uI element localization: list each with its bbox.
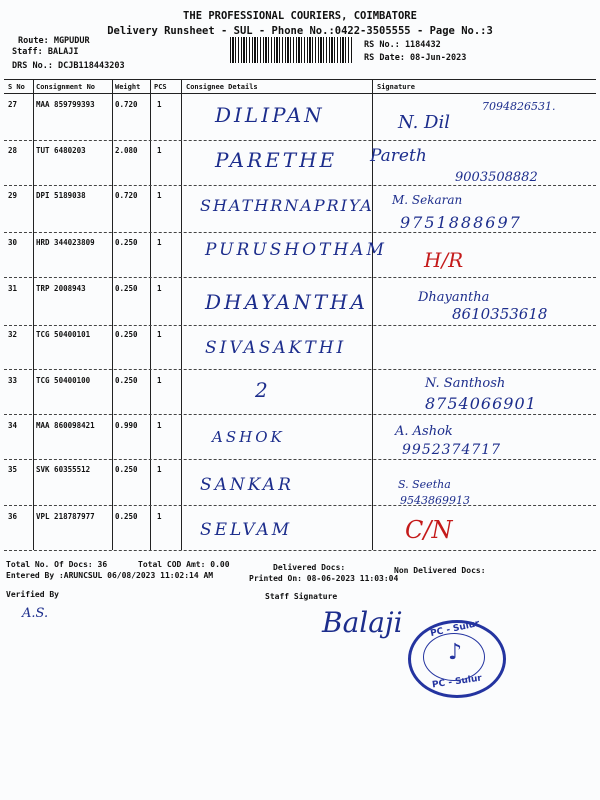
row-divider [4,369,596,370]
staff-label: Staff: BALAJI [12,47,79,57]
row-weight: 0.250 [115,330,138,339]
row-weight: 0.720 [115,191,138,200]
handwritten-signature: S. Seetha [398,478,451,491]
handwritten-phone: 9952374717 [402,442,502,458]
barcode [230,37,352,63]
row-sno: 30 [8,238,18,247]
stamp-top-text: PC - Sulur [429,618,481,640]
row-weight: 0.250 [115,465,138,474]
row-pcs: 1 [157,330,162,339]
row-consignment-no: TCG 50400101 [36,330,91,339]
row-consignment-no: MAA 859799393 [36,100,95,109]
handwritten-mark: C/N [405,516,453,544]
consignee-name: PARETHE [215,148,338,172]
handwritten-signature: Dhayantha [418,290,490,305]
consignee-name: PURUSHOTHAM [205,240,387,260]
rs-date: RS Date: 08-Jun-2023 [364,53,467,63]
row-pcs: 1 [157,376,162,385]
handwritten-signature: N. Santhosh [425,376,506,391]
row-divider [4,232,596,233]
handwritten-phone: 8754066901 [425,394,537,413]
consignee-name: ASHOK [212,428,285,446]
rs-number: RS No.: 1184432 [364,40,441,50]
stamp-bottom-text: PC - Sulur [431,673,483,691]
total-cod-amount: Total COD Amt: 0.00 [138,560,230,569]
row-sno: 28 [8,146,18,155]
runsheet-subtitle: Delivery Runsheet - SUL - Phone No.:0422-3505555 - Page No.:3 [107,25,493,37]
handwritten-signature: Pareth [370,146,427,166]
consignee-name: SELVAM [200,520,293,540]
row-consignment-no: VPL 218787977 [36,512,95,521]
col-header-weight: Weight [115,83,141,91]
row-weight: 0.720 [115,100,138,109]
staff-signature-label: Staff Signature [265,592,338,601]
row-sno: 32 [8,330,18,339]
table-header-rule [4,93,596,94]
row-weight: 0.250 [115,376,138,385]
row-pcs: 1 [157,191,162,200]
column-divider [112,80,113,550]
row-pcs: 1 [157,284,162,293]
row-divider [4,414,596,415]
row-consignment-no: DPI 5189038 [36,191,86,200]
row-weight: 0.250 [115,284,138,293]
row-consignment-no: SVK 60355512 [36,465,91,474]
row-sno: 35 [8,465,18,474]
verified-by-label: Verified By [6,590,59,599]
row-weight: 2.080 [115,146,138,155]
row-consignment-no: HRD 344023809 [36,238,95,247]
row-divider [4,550,596,551]
consignee-name: DILIPAN [215,103,325,127]
column-divider [33,80,34,550]
verifier-initials: A.S. [22,606,49,621]
row-consignment-no: TUT 6480203 [36,146,86,155]
row-pcs: 1 [157,421,162,430]
entered-by: Entered By :ARUNCSUL 06/08/2023 11:02:14 AM [6,571,214,580]
handwritten-phone: 9751888697 [400,213,522,232]
row-sno: 36 [8,512,18,521]
row-weight: 0.990 [115,421,138,430]
consignee-name: DHAYANTHA [205,290,368,314]
row-pcs: 1 [157,465,162,474]
row-consignment-no: TCG 50400100 [36,376,91,385]
row-divider [4,140,596,141]
row-consignment-no: TRP 2008943 [36,284,86,293]
col-header-pcs: PCS [154,83,167,91]
row-divider [4,325,596,326]
row-weight: 0.250 [115,238,138,247]
handwritten-phone: 9003508882 [455,170,538,185]
handwritten-signature: A. Ashok [395,424,453,439]
handwritten-signature: M. Sekaran [392,193,463,207]
row-pcs: 1 [157,100,162,109]
non-delivered-docs: Non Delivered Docs: [394,566,486,575]
row-divider [4,459,596,460]
consignee-name: 2 [255,378,268,402]
row-pcs: 1 [157,146,162,155]
handwritten-phone: 7094826531. [482,100,556,113]
stamp-scribble: ♪ [448,640,463,665]
row-sno: 29 [8,191,18,200]
handwritten-mark: H/R [424,248,464,272]
col-header-sno: S No [8,83,25,91]
total-docs: Total No. Of Docs: 36 [6,560,108,569]
printed-on: Printed On: 08-06-2023 11:03:04 [249,574,399,583]
handwritten-phone: 8610353618 [452,305,548,323]
row-divider [4,277,596,278]
row-pcs: 1 [157,238,162,247]
row-consignment-no: MAA 860098421 [36,421,95,430]
handwritten-signature: N. Dil [398,112,450,133]
consignee-name: SIVASAKTHI [205,338,347,358]
consignee-name: SANKAR [200,475,294,495]
column-divider [150,80,151,550]
row-sno: 27 [8,100,18,109]
row-sno: 31 [8,284,18,293]
row-weight: 0.250 [115,512,138,521]
row-divider [4,505,596,506]
row-sno: 33 [8,376,18,385]
col-header-consignment: Consignment No [36,83,96,91]
staff-handwritten-signature: Balaji [322,606,403,639]
row-pcs: 1 [157,512,162,521]
route-label: Route: MGPUDUR [18,36,90,46]
handwritten-phone: 9543869913 [400,494,470,507]
col-header-consignee: Consignee Details [186,83,258,91]
consignee-name: SHATHRNAPRIYA [200,196,374,215]
row-sno: 34 [8,421,18,430]
row-divider [4,185,596,186]
col-header-signature: Signature [377,83,415,91]
company-title: THE PROFESSIONAL COURIERS, COIMBATORE [183,10,417,22]
drs-number: DRS No.: DCJB118443203 [12,61,125,71]
table-top-rule [4,79,596,80]
delivered-docs: Delivered Docs: [273,563,346,572]
column-divider [181,80,182,550]
